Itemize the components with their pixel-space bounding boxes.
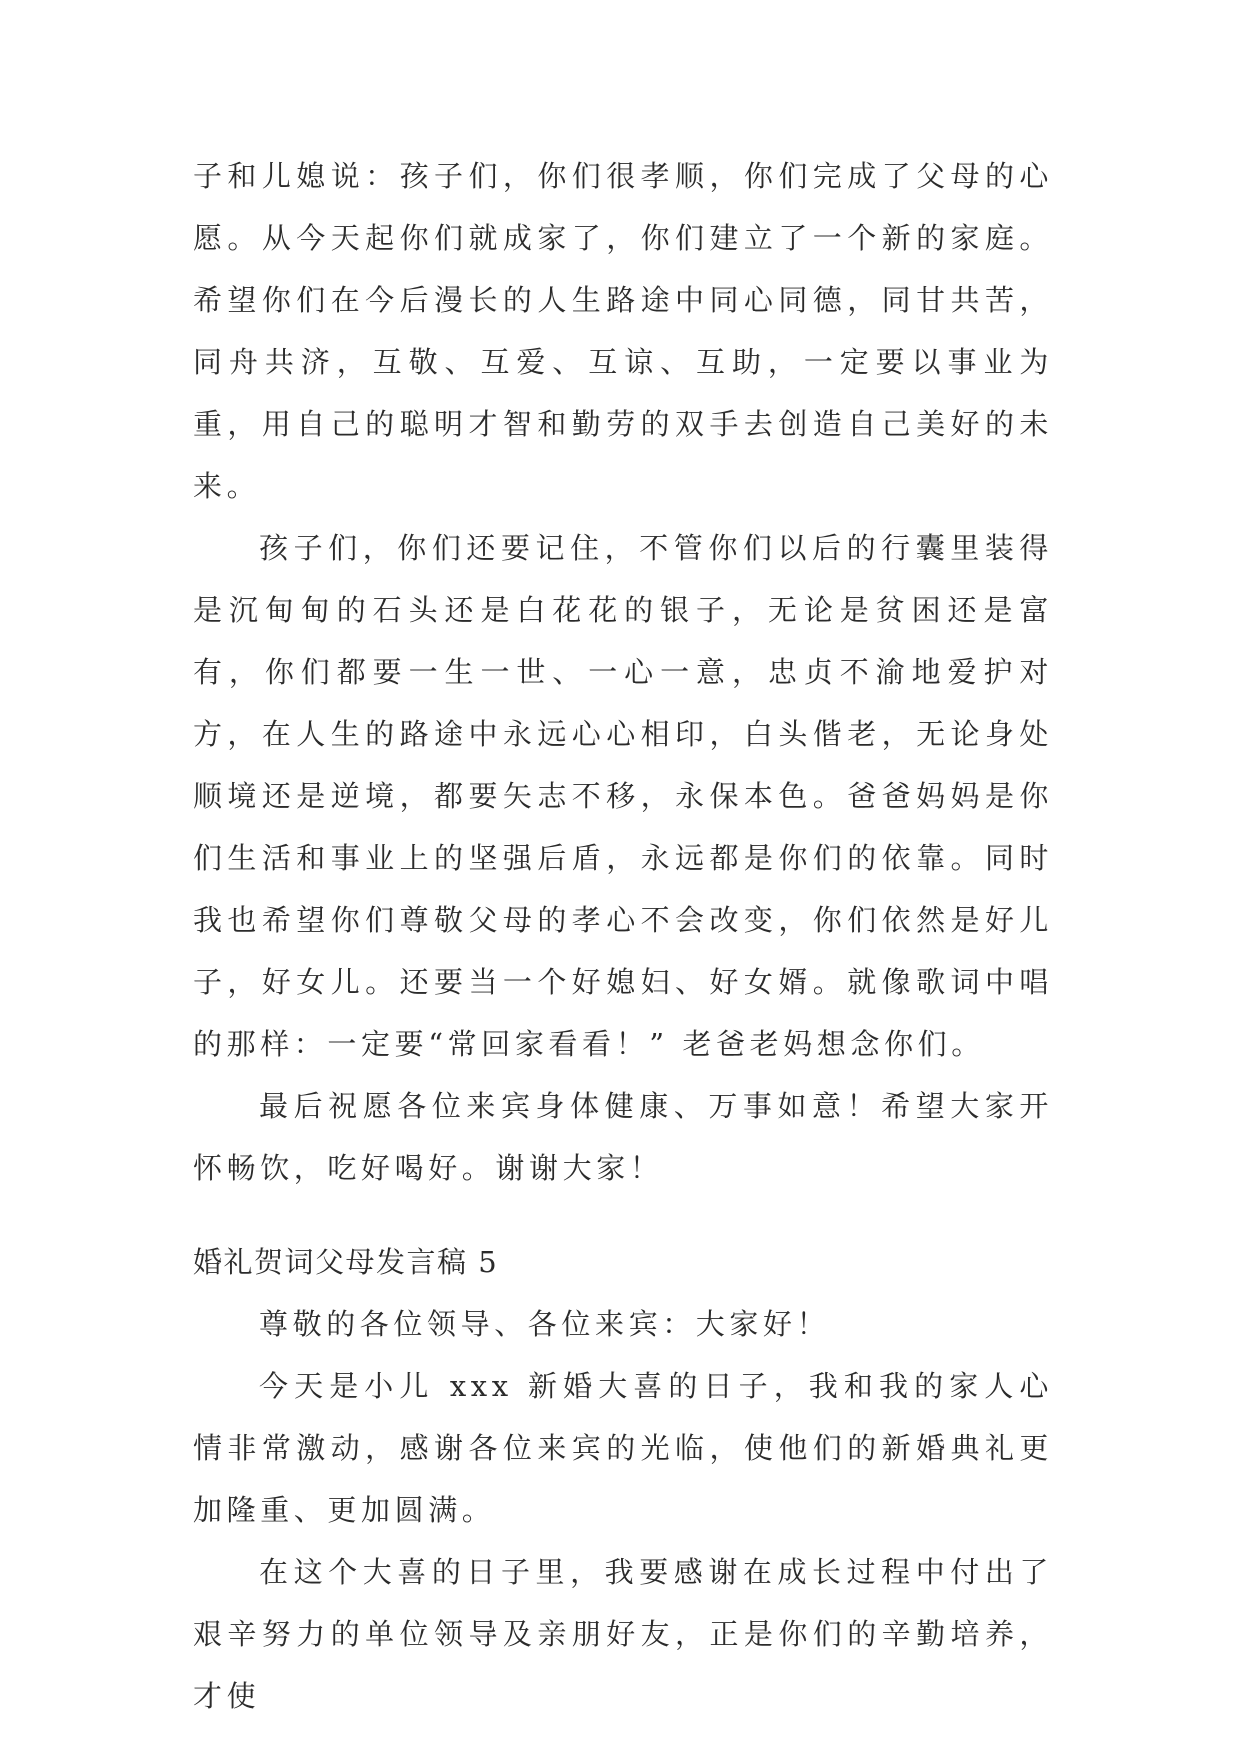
document-body [193, 145, 1053, 1727]
paragraph-advice: 孩子们，你们还要记住，不管你们以后的行囊里装得是沉甸甸的石头还是白花花的银子，无论是贫困还是富有，你们都要一生一世、一心一意，忠贞不渝地爱护对方，在人生的路途中永远心心相印，白头偕老，无论身处顺境还是逆境，都要矢志不移，永保本色。爸爸妈妈是你们生活和事业上的坚强后盾，永远都是你们的依靠。同时我也希望你们尊敬父母的孝心不会改变，你们依然是好儿子，好女儿。还要当一个好媳妇、好女婿。就像歌词中唱的那样：一定要“常回家看看！” 老爸老妈想念你们。 [193, 531, 1053, 1061]
paragraph-continued: 子和儿媳说：孩子们，你们很孝顺，你们完成了父母的心愿。从今天起你们就成家了，你们建立了一个新的家庭。希望你们在今后漫长的人生路途中同心同德，同甘共苦，同舟共济，互敬、互爱、互谅、互助，一定要以事业为重，用自己的聪明才智和勤劳的双手去创造自己美好的未来。 [193, 159, 1053, 503]
paragraph-thanks: 在这个大喜的日子里，我要感谢在成长过程中付出了艰辛努力的单位领导及亲朋好友，正是你们的辛勤培养，才使 [193, 1555, 1053, 1713]
paragraph-greeting: 尊敬的各位领导、各位来宾：大家好！ [259, 1307, 831, 1341]
paragraph-introduction: 今天是小儿 xxx 新婚大喜的日子，我和我的家人心情非常激动，感谢各位来宾的光临，使他们的新婚典礼更加隆重、更加圆满。 [193, 1369, 1053, 1527]
paragraph-closing-wishes: 最后祝愿各位来宾身体健康、万事如意！希望大家开怀畅饮，吃好喝好。谢谢大家！ [193, 1089, 1053, 1185]
section-heading: 婚礼贺词父母发言稿 5 [193, 1245, 499, 1279]
